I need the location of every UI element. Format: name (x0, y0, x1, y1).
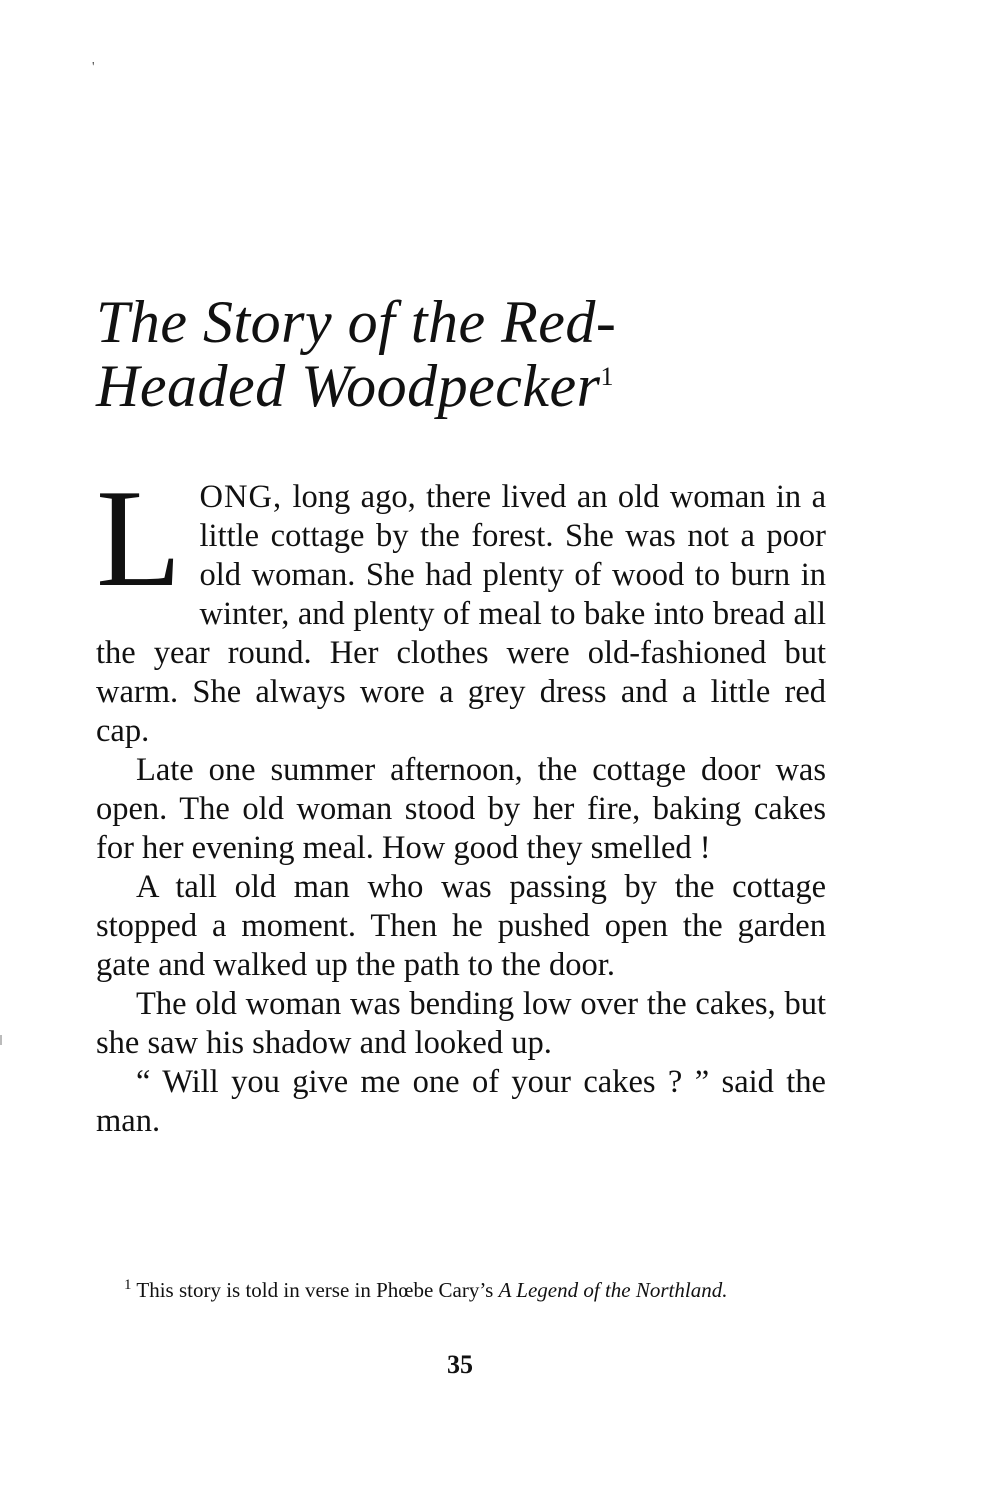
footnote-work-title: A Legend of the Northland. (498, 1278, 728, 1302)
corner-mark: ' (92, 60, 95, 75)
story-body (96, 461, 826, 1141)
paragraph-3: A tall old man who was passing by the cottage stopped a moment. Then he pushed open the garden gate and walked up the path to the door. (96, 869, 826, 983)
paragraph-4: The old woman was bending low over the cakes, but she saw his shadow and looked up. (96, 986, 826, 1061)
footnote-text: This story is told in verse in Phœbe Cary’s (131, 1278, 499, 1302)
drop-cap: L (96, 461, 182, 616)
footnote-ref: 1 (124, 1277, 132, 1293)
paragraph-5: “ Will you give me one of your cakes ? ” said the man. (96, 1064, 826, 1139)
paragraph-1 (96, 461, 826, 751)
title-line-1: The Story of the Red- (96, 289, 617, 355)
title-line-2: Headed Woodpecker (96, 353, 601, 419)
title-footnote-ref: 1 (600, 362, 614, 391)
story-title (96, 290, 856, 418)
footnote (96, 1277, 826, 1304)
paragraph-2: Late one summer afternoon, the cottage door was open. The old woman stood by her fire, baking cakes for her evening meal. How good they smelled ! (96, 752, 826, 866)
first-word: ONG, (199, 479, 283, 515)
paragraph-1-text: long ago, there lived an old woman in a little cottage by the forest. She was not a poor old woman. She had plenty of wood to burn in winter, and plenty of meal to bake into bread all the year round. Her clothes were old-fashioned but warm. She always wore a grey dress and a little red cap. (96, 479, 826, 749)
page-number: 35 (447, 1350, 473, 1379)
gutter-mark (0, 1035, 2, 1045)
